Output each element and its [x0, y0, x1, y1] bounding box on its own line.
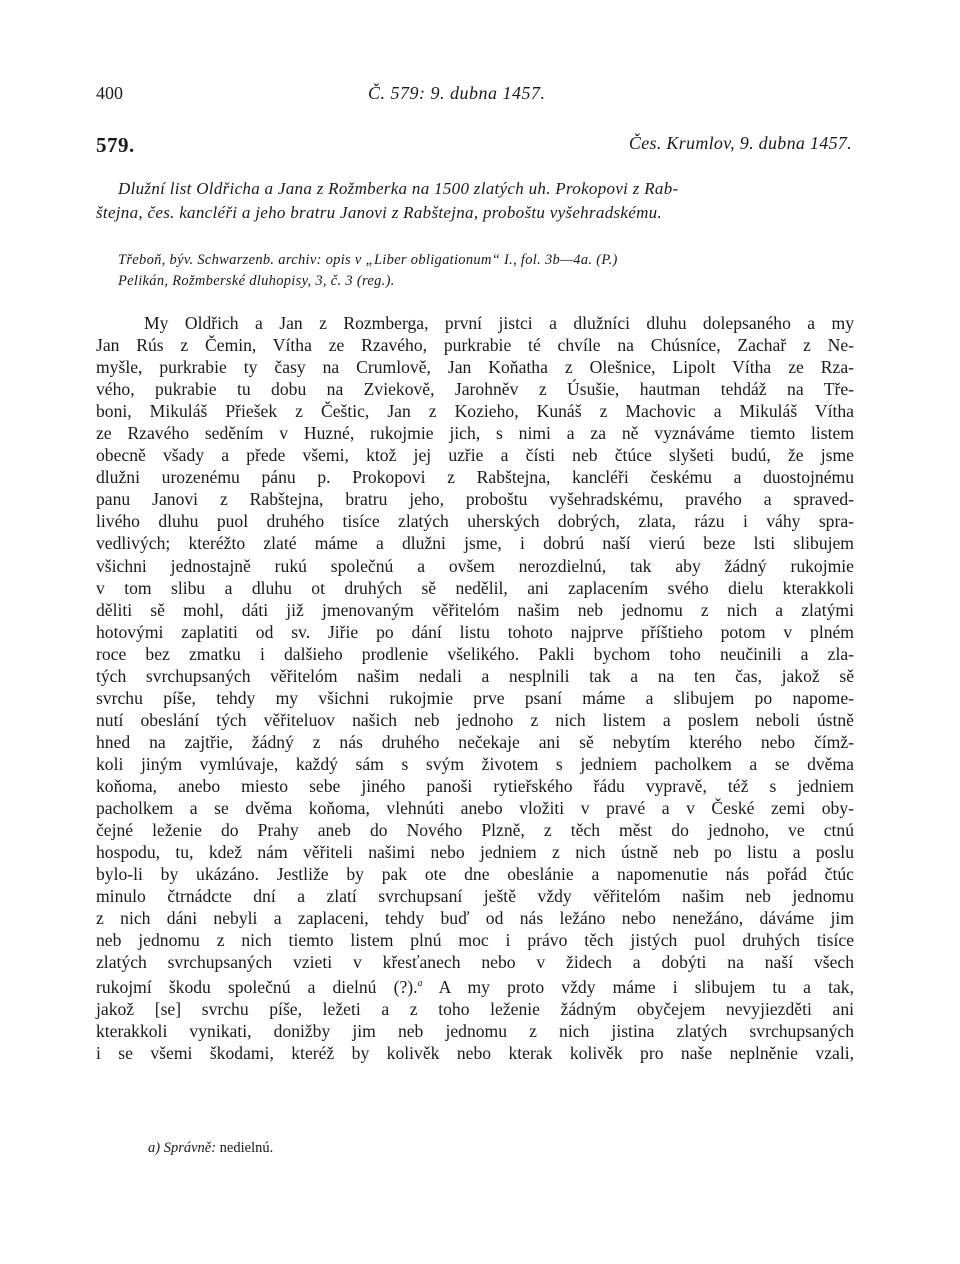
body-line: děliti sě mohl, dáti již jmenovaným věřitelóm našim neb jednomu z nich a zlatými — [96, 599, 854, 620]
running-head: Č. 579: 9. dubna 1457. — [368, 83, 546, 103]
body-line: hned na zajtřie, žádný z nás druhého nečekaje ani sě nebytím kterého nebo čímž- — [96, 731, 854, 752]
regest — [96, 177, 852, 225]
body-line: obecně všady a přede všemi, ktož jej uzřie a čísti neb čtúce slyšeti budú, že jsme — [96, 445, 854, 466]
document-body — [96, 312, 854, 1064]
body-line: panu Janovi z Rabštejna, bratru jeho, proboštu vyšehradskému, pravého a spraved- — [96, 489, 854, 510]
document-number: 579. — [96, 133, 135, 157]
body-line: ze Rzavého seděním v Huzné, rukojmie jich, s nimi a za ně vyznáváme tiemto listem — [96, 423, 854, 444]
body-line: kterakkoli vynikati, donižby jim neb jednomu z nich jistina zlatých svrchupsaných — [96, 1021, 854, 1042]
body-line: hotovými zaplatiti od sv. Jiřie po dání listu tohoto najprve příštieho potom v plném — [96, 621, 854, 642]
body-line: jakož [se] svrchu píše, ležeti a z toho leženie žádným obyčejem nevyjiezděti ani — [96, 999, 854, 1020]
body-line: minulo čtrnádcte dní a zlatí svrchupsaní ještě vždy věřitelóm našim neb jednomu — [96, 886, 854, 907]
body-line: dlužni urozenému pánu p. Prokopovi z Rabštejna, kancléři českému a duostojnému — [96, 467, 854, 488]
body-line: livého dluhu puol druhého tisíce zlatých uherských dobrých, zlata, rázu i váhy spra- — [96, 511, 854, 532]
footnote — [148, 1140, 273, 1157]
body-line: v tom slibu a dluhu ot druhých sě nedělil, ani zaplacením svého dielu kterakkoli — [96, 577, 854, 598]
body-line: neb jednomu z nich tiemto listem plnú moc i právo těch jistých puol druhých tisíce — [96, 930, 854, 951]
body-line: vého, pukrabie tu dobu na Zviekově, Jarohněv z Úsušie, hautman tehdáž na Tře- — [96, 379, 854, 400]
body-line: koli jiným vymlúvaje, každý sám s svým životem s jedniem pacholkem a se dvěma — [96, 753, 854, 774]
regest-line: štejna, čes. kancléři a jeho bratru Janovi z Rabštejna, proboštu vyšehradskému. — [96, 203, 663, 222]
page-header — [96, 83, 852, 109]
body-line: tých svrchupsaných věřitelóm našim nedali a nesplnili tak a na ten čas, jakož sě — [96, 665, 854, 686]
body-line: z nich dáni nebyli a zaplaceni, tehdy buď od nás ležáno nebo nenežáno, dáváme jim — [96, 908, 854, 929]
body-line-with-note — [96, 973, 854, 998]
body-line: Jan Rús z Čemin, Vítha ze Rzavého, purkrabie té chvíle na Chúsníce, Zachař z Ne- — [96, 335, 854, 356]
footnote-label: a) Správně: — [148, 1140, 217, 1156]
source-line: Pelikán, Rožmberské dluhopisy, 3, č. 3 (reg.). — [118, 273, 395, 289]
body-line: koňoma, anebo miesto sebe jiného panoši rytieřského řádu vypravě, též s jedniem — [96, 775, 854, 796]
body-line: i se všemi škodami, kteréž by kolivěk nebo kterak kolivěk pro naše neplněnie vzali, — [96, 1043, 854, 1064]
body-line: roce bez zmatku i dalšieho prodlenie všelikého. Pakli bychom toho neučinili a zla- — [96, 643, 854, 664]
sources — [118, 250, 852, 292]
body-line: vedlivých; kteréžto zlaté máme a dlužni jsme, i dobrú naší vierú beze lsti slibujem — [96, 533, 854, 554]
body-line-head: rukojmí škodu společnú a dielnú (?). — [96, 977, 418, 998]
body-line: boni, Mikuláš Přiešek z Češtic, Jan z Kozieho, Kunáš z Machovic a Mikuláš Vítha — [96, 401, 854, 422]
footnote-text: nedielnú. — [216, 1140, 274, 1156]
page-number: 400 — [96, 83, 123, 103]
place-date: Čes. Krumlov, 9. dubna 1457. — [628, 133, 852, 153]
note-marker: a — [417, 978, 423, 990]
body-line: všichni jednostajně rukú společnú a ovšem nerozdielnú, tak aby žádný rukojmie — [96, 555, 854, 576]
body-line: hospodu, tu, kdež nám věřiteli našimi nebo jedniem z nich ústně neb po listu a poslu — [96, 842, 854, 863]
body-line: bylo-li by ukázáno. Jestliže by pak ote dne obeslánie a napomenutie nás pořád čtúc — [96, 864, 854, 885]
body-line: čejné leženie do Prahy aneb do Nového Plzně, z těch měst do jednoho, ve ctnú — [96, 820, 854, 841]
body-line: pacholkem a se dvěma koňoma, vlehnúti anebo vložiti v pravé a v České zemi oby- — [96, 798, 854, 819]
body-line: myšle, purkrabie ty časy na Crumlově, Jan Koňatha z Olešnice, Lipolt Vítha ze Rza- — [96, 357, 854, 378]
body-line: nutí obeslání tých věřiteluov našich neb jednoho z nich listem a poslem neboli ústně — [96, 709, 854, 730]
regest-line: Dlužní list Oldřicha a Jana z Rožmberka na 1500 zlatých uh. Prokopovi z Rab- — [118, 179, 679, 198]
source-line: Třeboň, býv. Schwarzenb. archiv: opis v „Liber obligationum“ I., fol. 3b—4a. (P.) — [118, 252, 618, 268]
body-line-tail: A my proto vždy máme i slibujem tu a tak, — [422, 977, 854, 998]
body-line: svrchu píše, tehdy my všichni rukojmie prve psaní máme a slibujem po napome- — [96, 687, 854, 708]
body-line: zlatých svrchupsaných vzieti v křesťanech nebo v židech a dobýti na naší všech — [96, 952, 854, 973]
body-line: My Oldřich a Jan z Rozmberga, první jistci a dlužníci dluhu dolepsaného a my — [144, 313, 854, 333]
